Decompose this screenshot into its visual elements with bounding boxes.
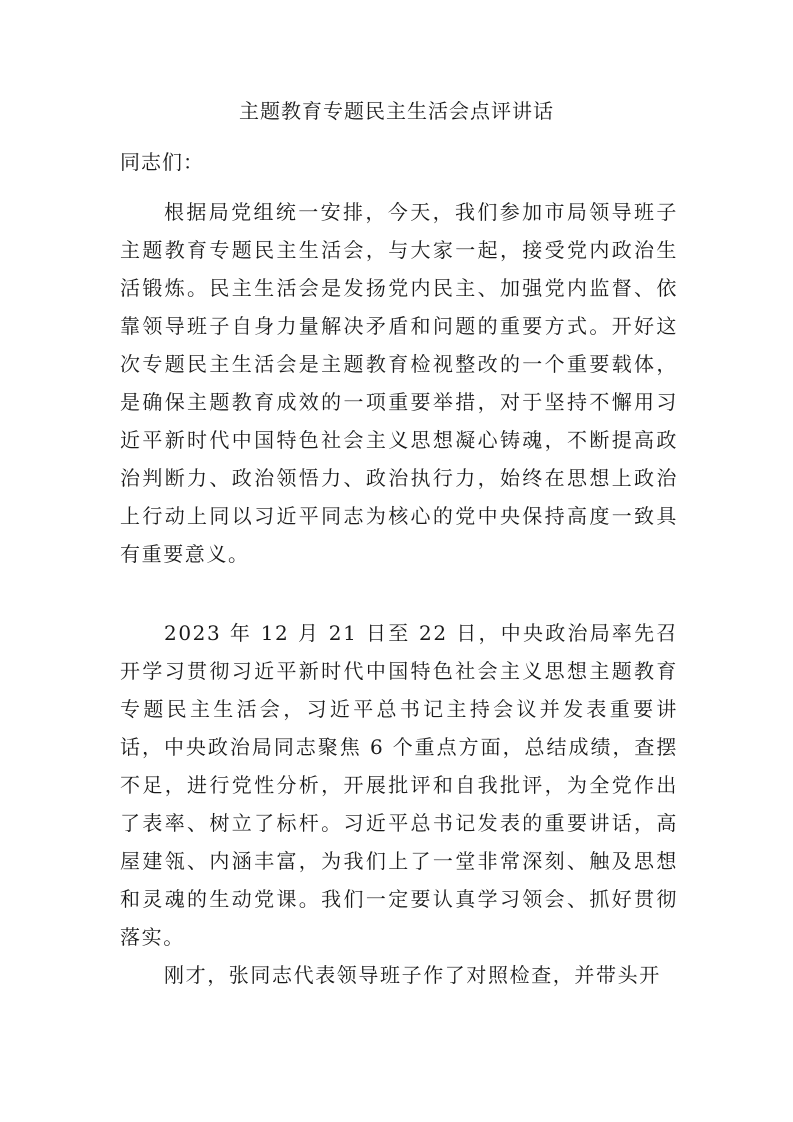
document-title: 主题教育专题民主生活会点评讲话 bbox=[239, 99, 554, 123]
body-paragraph-1: 根据局党组统一安排，今天，我们参加市局领导班子主题教育专题民主生活会，与大家一起，接受党内政治生活锻炼。民主生活会是发扬党内民主、加强党内监督、依靠领导班子自身力量解决矛盾和问题的重要方式。开好这次专题民主生活会是主题教育检视整改的一个重要载体，是确保主题教育成效的一项重要举措，对于坚持不懈用习近平新时代中国特色社会主义思想凝心铸魂，不断提高政治判断力、政治领悟力、政治执行力，始终在思想上政治上行动上同以习近平同志为核心的党中央保持高度一致具有重要意义。 bbox=[120, 200, 678, 566]
salutation: 同志们： bbox=[120, 150, 204, 174]
body-paragraph-3: 刚才，张同志代表领导班子作了对照检查，并带头开 bbox=[164, 963, 661, 987]
body-paragraph-2: 2023 年 12 月 21 日至 22 日，中央政治局率先召开学习贯彻习近平新时代中国特色社会主义思想主题教育专题民主生活会，习近平总书记主持会议并发表重要讲话，中央政治局同志聚焦 6 个重点方面，总结成绩，查摆不足，进行党性分析，开展批评和自我批评，为全党作出了表率、树立了标杆。习近平总书记发表的重要讲话，高屋建瓴、内涵丰富，为我们上了一堂非常深刻、触及思想和灵魂的生动党课。我们一定要认真学习领会、抓好贯彻落实。 bbox=[120, 621, 678, 949]
